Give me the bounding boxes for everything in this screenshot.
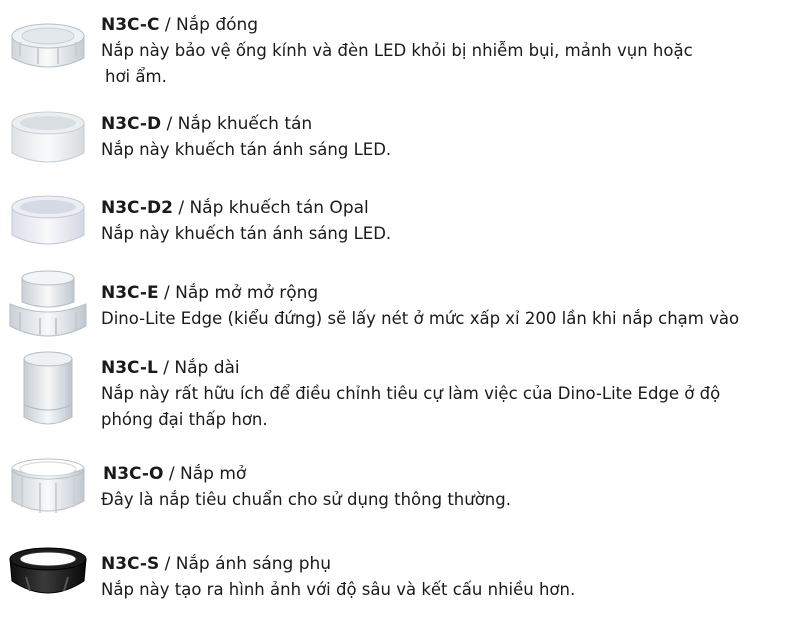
description-line: Dino-Lite Edge (kiểu đứng) sẽ lấy nét ở mức xấp xỉ 200 lần khi nắp chạm vào	[101, 309, 740, 328]
separator: /	[172, 198, 190, 218]
product-description	[101, 381, 800, 433]
product-code: N3C-D	[101, 114, 162, 134]
separator: /	[158, 283, 176, 303]
long-cap-icon	[6, 347, 90, 433]
product-code: N3C-C	[101, 15, 160, 35]
description-line: Nắp này khuếch tán ánh sáng LED.	[101, 140, 392, 159]
description-line: Nắp này khuếch tán ánh sáng LED.	[101, 224, 392, 243]
product-name: Nắp mở	[179, 464, 247, 484]
description-line: Nắp này bảo vệ ống kính và đèn LED khỏi bị nhiễm bụi, mảnh vụn hoặc	[101, 41, 693, 60]
product-name: Nắp khuếch tán	[177, 114, 313, 134]
product-name: Nắp khuếch tán Opal	[189, 198, 369, 218]
product-code: N3C-S	[101, 554, 160, 574]
product-name: Nắp mở mở rộng	[175, 283, 319, 303]
product-description	[101, 137, 800, 163]
product-description	[101, 38, 800, 90]
product-description	[101, 221, 800, 247]
description-line: Nắp này tạo ra hình ảnh với độ sâu và kết cấu nhiều hơn.	[101, 580, 576, 599]
product-name: Nắp đóng	[176, 15, 259, 35]
diffuser-cap-icon	[6, 107, 90, 171]
product-code: N3C-D2	[101, 198, 173, 218]
description-line: Nắp này rất hữu ích để điều chỉnh tiêu cự làm việc của Dino-Lite Edge ở độ	[101, 384, 721, 403]
open-cap-icon	[6, 453, 90, 523]
product-name: Nắp dài	[174, 358, 240, 378]
extended-open-cap-icon	[6, 268, 90, 344]
separator: /	[159, 554, 176, 574]
description-line: hơi ẩm.	[105, 67, 167, 86]
product-name: Nắp ánh sáng phụ	[175, 554, 332, 574]
black-side-light-cap-icon	[6, 541, 90, 605]
separator: /	[159, 15, 177, 35]
product-code: N3C-E	[101, 283, 159, 303]
description-line: phóng đại thấp hơn.	[101, 410, 268, 429]
separator: /	[157, 358, 175, 378]
product-description	[101, 577, 800, 603]
clear-closed-cap-icon	[6, 18, 90, 78]
separator: /	[163, 464, 180, 484]
separator: /	[161, 114, 178, 134]
product-description	[101, 306, 800, 332]
product-description	[101, 487, 800, 513]
opal-diffuser-cap-icon	[6, 189, 90, 253]
description-line: Đây là nắp tiêu chuẩn cho sử dụng thông thường.	[101, 490, 511, 509]
product-code: N3C-O	[103, 464, 164, 484]
product-code: N3C-L	[101, 358, 158, 378]
